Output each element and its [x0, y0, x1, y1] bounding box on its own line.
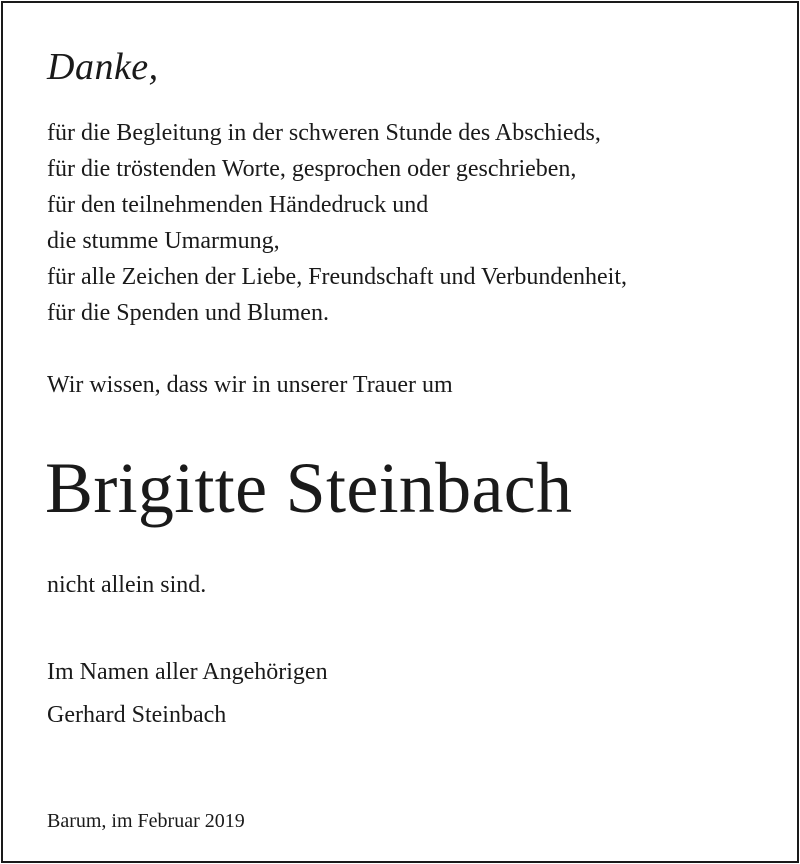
greeting-heading: Danke, [47, 46, 159, 88]
closing-text: nicht allein sind. [47, 572, 207, 598]
notice-frame [1, 1, 799, 863]
thanks-line: die stumme Umarmung, [47, 228, 280, 254]
thanks-list [47, 115, 627, 331]
thanks-line: für die Begleitung in der schweren Stunde des Abschieds, [47, 120, 601, 146]
signature-line-family: Im Namen aller Angehörigen [47, 659, 328, 685]
thanks-line: für die tröstenden Worte, gesprochen oder geschrieben, [47, 156, 577, 182]
intro-text: Wir wissen, dass wir in unserer Trauer um [47, 372, 453, 398]
thanks-line: für die Spenden und Blumen. [47, 300, 329, 326]
deceased-name: Brigitte Steinbach [45, 448, 573, 528]
thanks-line: für alle Zeichen der Liebe, Freundschaft und Verbundenheit, [47, 264, 628, 290]
thanks-line: für den teilnehmenden Händedruck und [47, 192, 429, 218]
signature-line-name: Gerhard Steinbach [47, 702, 227, 728]
place-date: Barum, im Februar 2019 [47, 810, 245, 832]
